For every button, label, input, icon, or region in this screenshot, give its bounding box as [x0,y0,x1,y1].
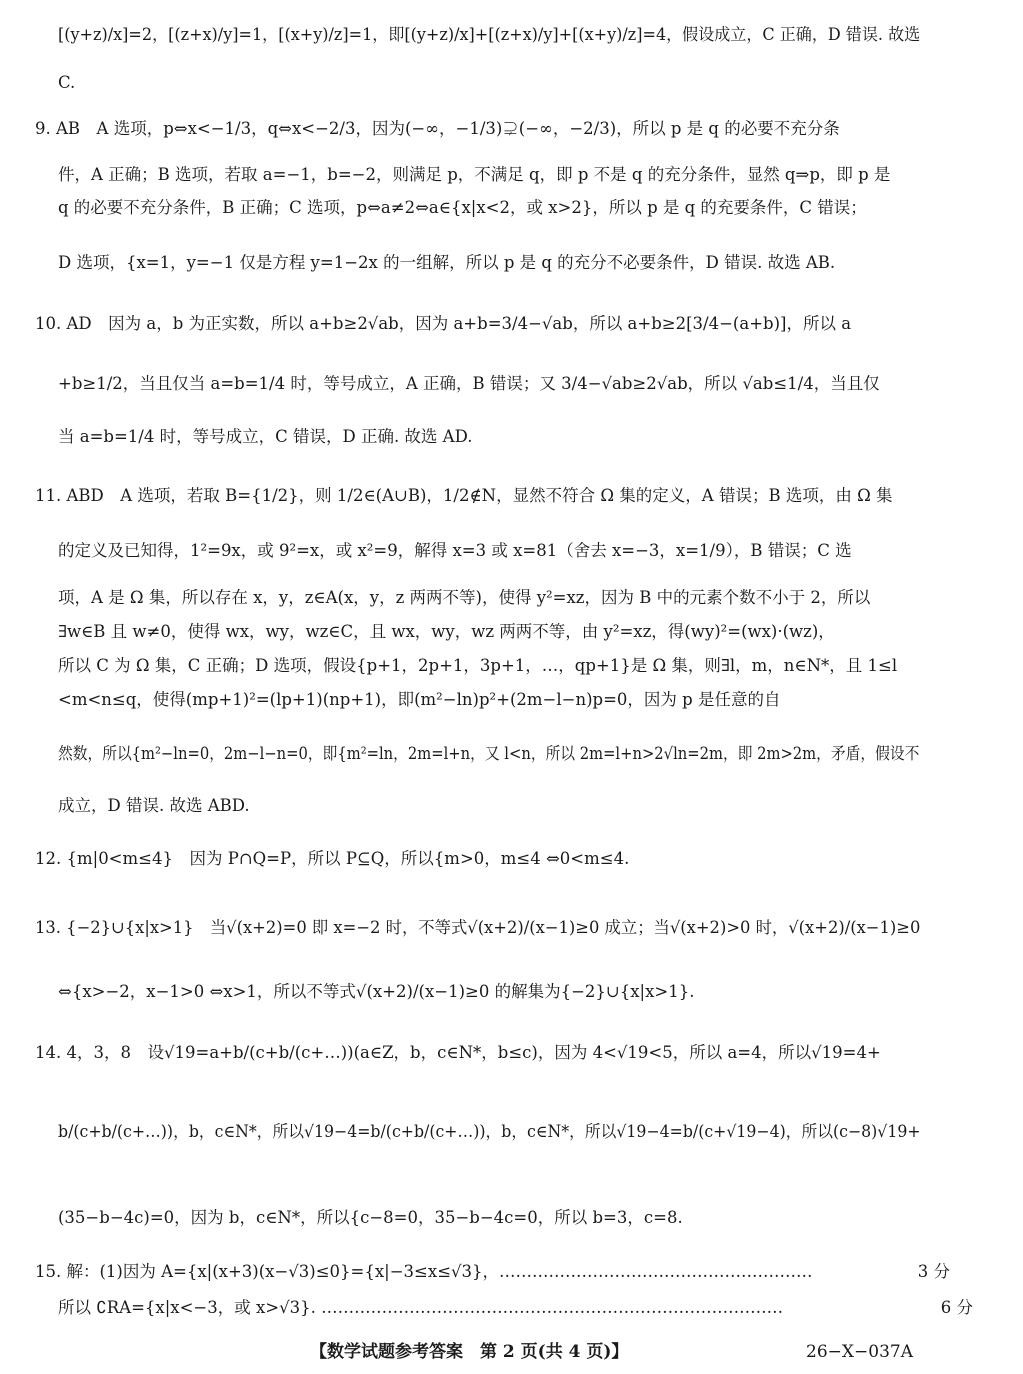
text-line [0,252,1008,274]
text-line-content: 15. 解：(1)因为 A={x|(x+3)(x−√3)≤0}={x|−3≤x≤√3}，………………………………………………… [35,1262,813,1281]
text-line-content: <m<n≤q，使得(mp+1)²=(lp+1)(np+1)，即(m²−ln)p²+(2m−l−n)p=0，因为 p 是任意的自 [58,690,781,709]
question-10-line [0,313,985,335]
score-label: 6 分 [940,1298,973,1317]
text-line-content: q 的必要不充分条件，B 正确；C 选项，p⇔a≠2⇔a∈{x|x<2，或 x>2}，所以 p 是 q 的充要条件，C 错误； [58,198,867,217]
text-line [0,164,1008,186]
text-line [0,1121,1008,1143]
footer-code: 26−X−037A [806,1342,913,1362]
question-14-line [0,1042,985,1064]
text-line-content: b/(c+b/(c+…))，b，c∈N*，所以√19−4=b/(c+b/(c+…))，b，c∈N*，所以√19−4=b/(c+√19−4)，所以(c−8)√19+ [58,1122,921,1141]
footer-title: 【数学试题参考答案 第 2 页(共 4 页)】 [310,1342,629,1362]
question-13-line [0,917,985,939]
text-line [0,24,1008,46]
text-line-content: 所以 ∁RA={x|x<−3，或 x>√3}. ………………………………………………………………………… [58,1298,784,1317]
text-line [0,981,1008,1003]
question-11-line [0,485,985,507]
text-line-content: ⇔{x>−2，x−1>0 ⇔x>1，所以不等式√(x+2)/(x−1)≥0 的解集为{−2}∪{x|x>1}. [58,982,695,1001]
text-line [0,743,1008,765]
text-line-content: 11. ABD A 选项，若取 B={1/2}，则 1/2∈(A∪B)，1/2∉N，显然不符合 Ω 集的定义，A 错误；B 选项，由 Ω 集 [35,486,893,505]
text-line [0,540,1008,562]
text-line [0,72,1008,94]
text-line-content: 当 a=b=1/4 时，等号成立，C 错误，D 正确. 故选 AD. [58,427,473,446]
score-label: 3 分 [917,1262,950,1281]
text-line [0,373,1008,395]
text-line [0,1297,1008,1319]
text-line-content: 然数，所以{m²−ln=0，2m−l−n=0，即{m²=ln，2m=l+n，又 l<n，所以 2m=l+n>2√ln=2m，即 2m>2m，矛盾，假设不 [58,744,920,763]
text-line-content: 10. AD 因为 a，b 为正实数，所以 a+b≥2√ab，因为 a+b=3/4−√ab，所以 a+b≥2[3/4−(a+b)]，所以 a [35,314,852,333]
text-line [0,689,1008,711]
text-line [0,1207,1008,1229]
text-line-content: C. [58,73,76,92]
text-line [0,655,1008,677]
text-line-content: 成立，D 错误. 故选 ABD. [58,796,250,815]
question-12-line [0,848,985,870]
text-line-content: 12. {m|0<m≤4} 因为 P∩Q=P，所以 P⊆Q，所以{m>0，m≤4 ⇔0<m≤4. [35,849,630,868]
text-line-content: 的定义及已知得，1²=9x，或 9²=x，或 x²=9，解得 x=3 或 x=81（舍去 x=−3，x=1/9），B 错误；C 选 [58,541,852,560]
text-line-content: [(y+z)/x]=2，[(z+x)/y]=1，[(x+y)/z]=1，即[(y+z)/x]+[(z+x)/y]+[(x+y)/z]=4，假设成立，C 正确，D 错误. 故选 [58,25,921,44]
text-line-content: 14. 4，3，8 设√19=a+b/(c+b/(c+…))(a∈Z，b，c∈N*，b≤c)，因为 4<√19<5，所以 a=4，所以√19=4+ [35,1043,881,1062]
text-line-content: ∃w∈B 且 w≠0，使得 wx，wy，wz∈C，且 wx，wy，wz 两两不等，由 y²=xz，得(wy)²=(wx)·(wz)， [58,622,835,641]
text-line-content: (35−b−4c)=0，因为 b，c∈N*，所以{c−8=0，35−b−4c=0，所以 b=3，c=8. [58,1208,683,1227]
question-15-line [0,1261,985,1283]
text-line-content: +b≥1/2，当且仅当 a=b=1/4 时，等号成立，A 正确，B 错误；又 3/4−√ab≥2√ab，所以 √ab≤1/4，当且仅 [58,374,880,393]
text-line-content: 项，A 是 Ω 集，所以存在 x，y，z∈A(x，y，z 两两不等)，使得 y²=xz，因为 B 中的元素个数不小于 2，所以 [58,588,871,607]
text-line-content: 所以 C 为 Ω 集，C 正确；D 选项，假设{p+1，2p+1，3p+1，…，qp+1}是 Ω 集，则∃l，m，n∈N*，且 1≤l [58,656,898,675]
text-line [0,587,1008,609]
text-line [0,621,1008,643]
text-line [0,795,1008,817]
question-9-line [0,118,985,140]
text-line-content: 9. AB A 选项，p⇔x<−1/3，q⇔x<−2/3，因为(−∞，−1/3)⊋(−∞，−2/3)，所以 p 是 q 的必要不充分条 [35,119,840,138]
text-line [0,197,1008,219]
text-line-content: D 选项，{x=1，y=−1 仅是方程 y=1−2x 的一组解，所以 p 是 q 的充分不必要条件，D 错误. 故选 AB. [58,253,836,272]
text-line-content: 13. {−2}∪{x|x>1} 当√(x+2)=0 即 x=−2 时，不等式√(x+2)/(x−1)≥0 成立；当√(x+2)>0 时，√(x+2)/(x−1)≥0 [35,918,921,937]
text-line [0,426,1008,448]
text-line-content: 件，A 正确；B 选项，若取 a=−1，b=−2，则满足 p，不满足 q，即 p 不是 q 的充分条件，显然 q⇒p，即 p 是 [58,165,891,184]
page-footer [0,1339,950,1365]
